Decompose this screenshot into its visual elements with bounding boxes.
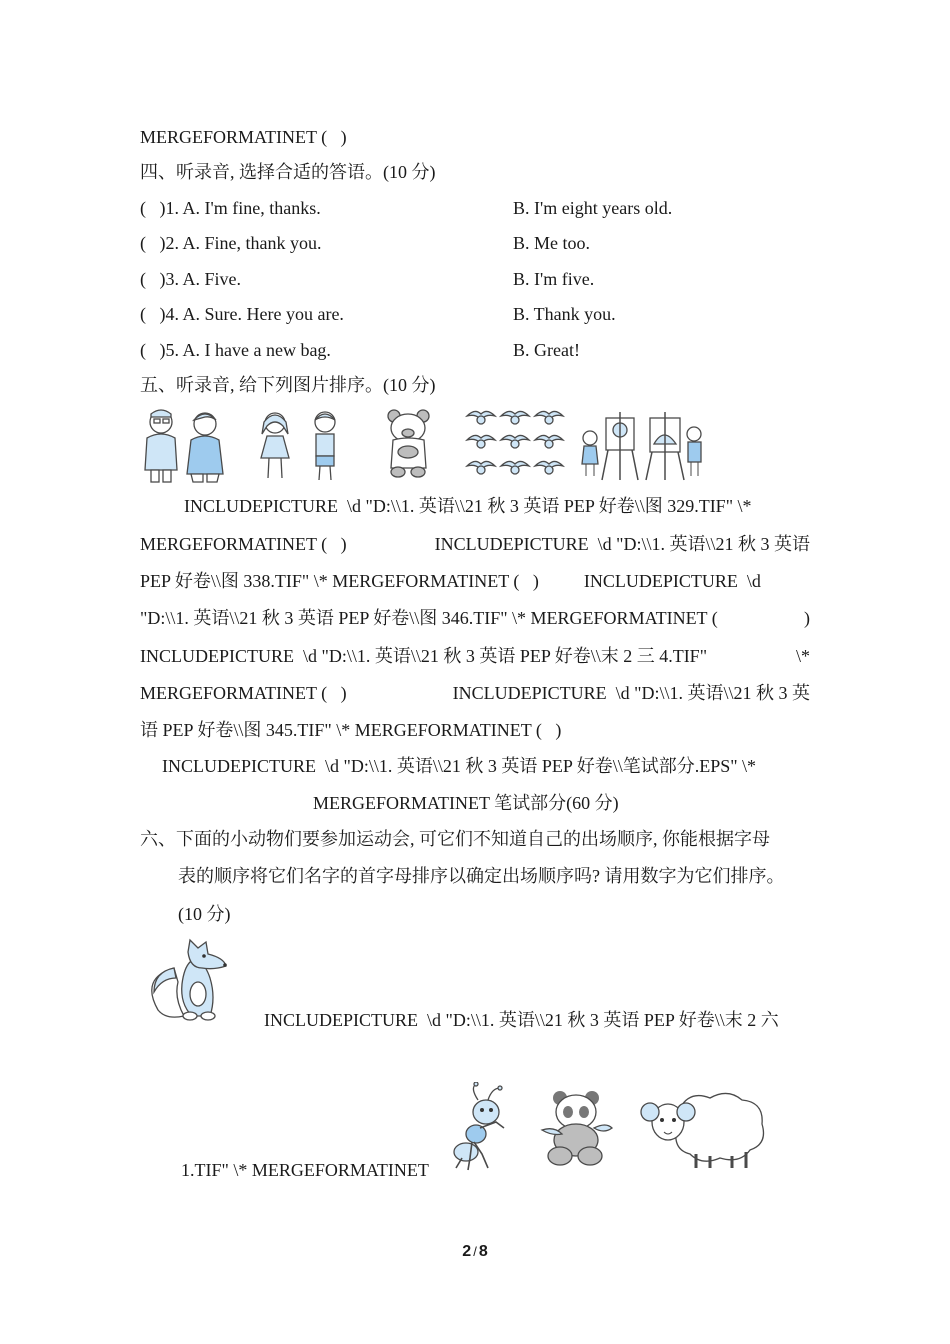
- page-total: 8: [478, 1243, 488, 1260]
- include-line-2-part-b: INCLUDEPICTURE \d "D:\\1. 英语\\21 秋 3 英语: [434, 534, 810, 554]
- picture-two-painting-easels: [578, 410, 708, 482]
- question-2-option-a: ( )2. A. Fine, thank you.: [140, 233, 322, 253]
- include-line-4: [140, 607, 810, 629]
- question-5-option-a: ( )5. A. I have a new bag.: [140, 340, 331, 360]
- include-line-section-6: INCLUDEPICTURE \d "D:\\1. 英语\\21 秋 3 英语 PEP 好卷\\末 2 六: [264, 1010, 779, 1030]
- picture-panda: [538, 1088, 614, 1168]
- picture-two-boys: [141, 408, 231, 484]
- page-current: 2: [462, 1243, 472, 1260]
- include-line-7: 语 PEP 好卷\\图 345.TIF" \* MERGEFORMATINET ( ): [140, 720, 562, 740]
- include-line-6-part-b: INCLUDEPICTURE \d "D:\\1. 英语\\21 秋 3 英: [452, 683, 810, 703]
- include-line-4-part-b: ): [804, 608, 810, 628]
- section-6-title-line-2: 表的顺序将它们名字的首字母排序以确定出场顺序吗? 请用数字为它们排序。: [178, 866, 785, 886]
- question-5-option-b: B. Great!: [513, 340, 580, 360]
- picture-sheep: [640, 1088, 768, 1170]
- question-3-option-b: B. I'm five.: [513, 269, 595, 289]
- include-line-6: [140, 682, 810, 704]
- picture-nine-birds: [465, 406, 565, 482]
- question-4-option-b: B. Thank you.: [513, 304, 616, 324]
- include-line-4-part-a: "D:\\1. 英语\\21 秋 3 英语 PEP 好卷\\图 346.TIF" \* MERGEFORMATINET (: [140, 608, 718, 628]
- question-2-option-b: B. Me too.: [513, 233, 591, 253]
- include-line-section-6-end: 1.TIF" \* MERGEFORMATINET: [181, 1160, 429, 1180]
- picture-girl-and-boy: [253, 408, 348, 484]
- question-1-option-a: ( )1. A. I'm fine, thanks.: [140, 198, 321, 218]
- line-mergeformat-0: MERGEFORMATINET ( ): [140, 127, 347, 147]
- written-part-heading: MERGEFORMATINET 笔试部分(60 分): [313, 793, 619, 813]
- question-1-option-b: B. I'm eight years old.: [513, 198, 673, 218]
- include-line-5: [140, 645, 810, 667]
- include-line-2-part-a: MERGEFORMATINET ( ): [140, 534, 347, 554]
- include-line-1: INCLUDEPICTURE \d "D:\\1. 英语\\21 秋 3 英语 PEP 好卷\\图 329.TIF" \*: [184, 496, 752, 516]
- page-separator: /: [473, 1244, 477, 1259]
- include-line-5-part-b: \*: [795, 646, 810, 666]
- question-3-option-a: ( )3. A. Five.: [140, 269, 241, 289]
- page-number: [0, 1243, 950, 1261]
- section-6-title-line-1: 六、下面的小动物们要参加运动会, 可它们不知道自己的出场顺序, 你能根据字母: [140, 829, 770, 849]
- question-4-option-a: ( )4. A. Sure. Here you are.: [140, 304, 344, 324]
- section-6-points: (10 分): [178, 904, 231, 924]
- include-line-8: INCLUDEPICTURE \d "D:\\1. 英语\\21 秋 3 英语 PEP 好卷\\笔试部分.EPS" \*: [162, 756, 757, 776]
- include-line-3: PEP 好卷\\图 338.TIF" \* MERGEFORMATINET ( ) INCLUDEPICTURE \d: [140, 571, 761, 591]
- picture-fox: [144, 938, 228, 1022]
- include-line-6-part-a: MERGEFORMATINET ( ): [140, 683, 347, 703]
- include-line-2: [140, 533, 810, 555]
- section-4-title: 四、听录音, 选择合适的答语。(10 分): [140, 162, 436, 182]
- section-5-title: 五、听录音, 给下列图片排序。(10 分): [140, 375, 436, 395]
- include-line-5-part-a: INCLUDEPICTURE \d "D:\\1. 英语\\21 秋 3 英语 PEP 好卷\\末 2 三 4.TIF": [140, 646, 708, 666]
- picture-bear: [386, 408, 431, 478]
- picture-ant: [448, 1082, 510, 1174]
